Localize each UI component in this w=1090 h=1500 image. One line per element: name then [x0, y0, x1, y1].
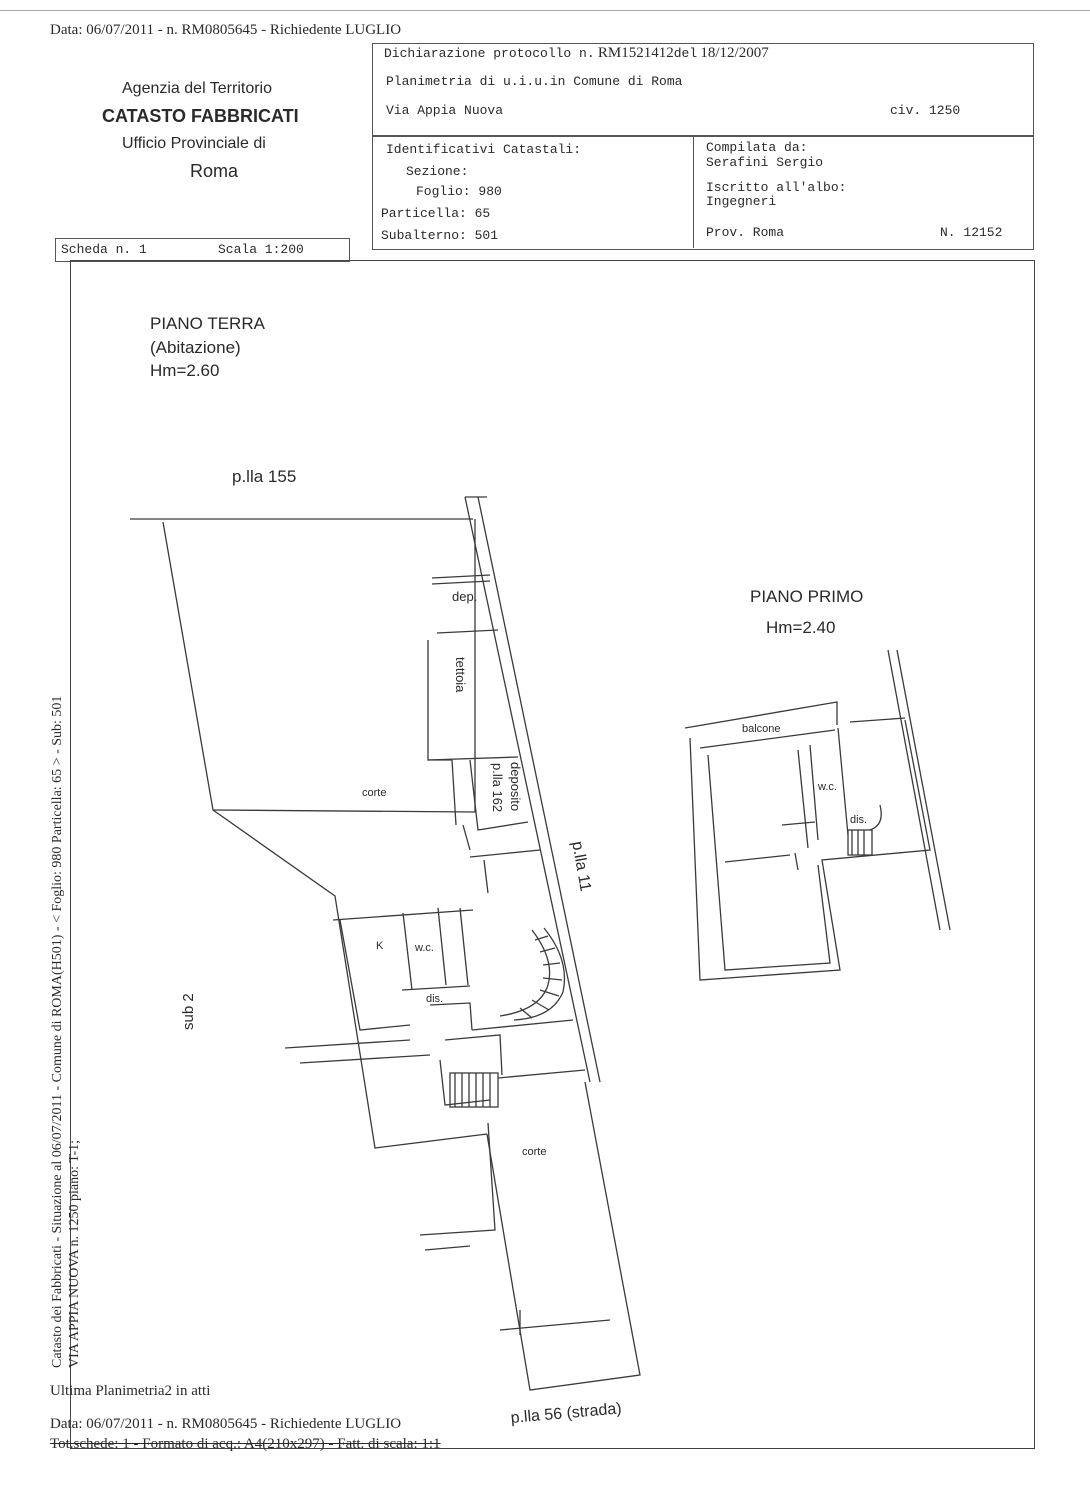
top-rule — [0, 10, 1090, 11]
dis-first-label: dis. — [850, 814, 868, 826]
city-name: Roma — [190, 161, 239, 181]
particella-field: Particella: 65 — [381, 206, 491, 221]
footer-summary-line: Tot.schede: 1 - Formato di acq.: A4(210x297) - Fatt. di scala: 1:1 — [50, 1436, 441, 1452]
plla11-label: p.lla 11 — [568, 840, 594, 893]
drawing-frame — [70, 260, 1035, 1449]
tettoia-label: tettoia — [453, 657, 468, 693]
civic-number: civ. 1250 — [890, 103, 961, 118]
deposito-label: deposito — [508, 762, 523, 812]
province: Prov. Roma — [706, 225, 785, 240]
balcone-label: balcone — [742, 723, 781, 735]
ufficio-label: Ufficio Provinciale di — [122, 135, 266, 152]
registration-number: N. 12152 — [940, 225, 1003, 240]
plla155-label: p.lla 155 — [232, 467, 297, 486]
foglio-field: Foglio: 980 — [416, 184, 502, 199]
plan-line: Planimetria di u.i.u.in Comune di Roma — [386, 74, 683, 89]
protocol-line — [384, 45, 769, 62]
wc-ground-label: w.c. — [415, 942, 434, 954]
scale-label: Scala 1:200 — [218, 242, 304, 257]
dis-ground-label: dis. — [426, 993, 444, 1005]
plla56-label: p.lla 56 (strada) — [510, 1400, 623, 1427]
header-request-line: Data: 06/07/2011 - n. RM0805645 - Richiedente LUGLIO — [50, 22, 402, 38]
compiler-label: Compilata da: — [706, 140, 808, 155]
albo-value: Ingegneri — [706, 194, 777, 209]
protocol-number: RM1521412 — [597, 45, 674, 61]
hm-terra-label: Hm=2.60 — [150, 361, 220, 380]
albo-label: Iscritto all'albo: — [706, 180, 847, 195]
identifiers-title: Identificativi Catastali: — [386, 142, 582, 157]
piano-terra-title: PIANO TERRA — [150, 314, 265, 333]
protocol-label: Dichiarazione protocollo n. — [384, 46, 595, 61]
abitazione-label: (Abitazione) — [150, 338, 241, 357]
dep-label: dep. — [452, 589, 478, 604]
plla162-label: p.lla 162 — [490, 763, 505, 813]
catasto-title: CATASTO FABBRICATI — [102, 106, 299, 126]
kitchen-label: K — [376, 940, 384, 952]
agency-name: Agenzia del Territorio — [122, 80, 273, 97]
side-cadastral-line: Catasto dei Fabbricati - Situazione al 06/07/2011 - Comune di ROMA(H501) - < Foglio: 980 Particella: 65 > - Sub: 501 — [50, 695, 65, 1368]
date-label: del — [673, 46, 698, 61]
footer-request-line: Data: 06/07/2011 - n. RM0805645 - Richiedente LUGLIO — [50, 1416, 402, 1432]
hm-primo-label: Hm=2.40 — [766, 618, 836, 637]
compiler-name: Serafini Sergio — [706, 155, 824, 170]
piano-primo-title: PIANO PRIMO — [750, 587, 864, 606]
wc-first-label: w.c. — [818, 781, 837, 793]
street-line: Via Appia Nuova — [386, 103, 504, 118]
sub2-label: sub 2 — [180, 993, 197, 1030]
sezione-field: Sezione: — [406, 164, 469, 179]
ultima-planimetria: Ultima Planimetria2 in atti — [50, 1383, 211, 1399]
side-address-line: VIA APPIA NUOVA n. 1250 piano: T-1; — [67, 1139, 82, 1368]
protocol-date: 18/12/2007 — [700, 45, 769, 61]
subalterno-field: Subalterno: 501 — [381, 228, 499, 243]
corte-upper-label: corte — [362, 787, 387, 799]
corte-lower-label: corte — [522, 1146, 547, 1158]
identifiers-divider — [693, 135, 694, 248]
scheda-number: Scheda n. 1 — [61, 242, 147, 257]
